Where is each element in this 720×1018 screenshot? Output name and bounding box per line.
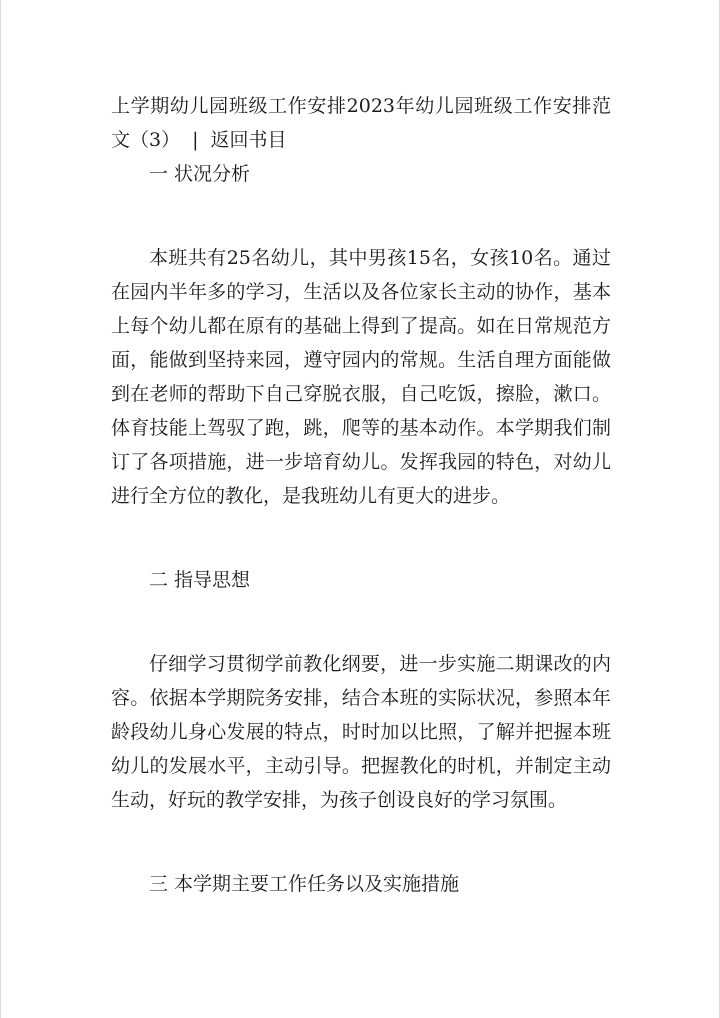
back-to-catalog-link[interactable]: 返回书目 xyxy=(210,129,287,151)
section-heading-2: 二 指导思想 xyxy=(149,569,251,591)
section-paragraph-1: 本班共有25名幼儿，其中男孩15名，女孩10名。通过在园内半年多的学习，生活以及各位家长主动的协作，基本上每个幼儿都在原有的基础上得到了提高。如在日常规范方面，能做到坚持来园，遵守园内的常规。生活自理方面能做到在老师的帮助下自己穿脱衣服，自己吃饭，擦脸，漱口。体育技能上驾驭了跑，跳，爬等的基本动作。本学期我们制订了各项措施，进一步培育幼儿。发挥我园的特色，对幼儿进行全方位的教化，是我班幼儿有更大的进步。 xyxy=(111,247,611,507)
section-heading-1: 一 状况分析 xyxy=(149,163,251,185)
section-heading-3: 三 本学期主要工作任务以及实施措施 xyxy=(149,873,460,895)
section-paragraph-2: 仔细学习贯彻学前教化纲要，进一步实施二期课改的内容。依据本学期院务安排，结合本班的实际状况，参照本年龄段幼儿身心发展的特点，时时加以比照，了解并把握本班幼儿的发展水平，主动引导。把握教化的时机，并制定主动生动，好玩的教学安排，为孩子创设良好的学习氛围。 xyxy=(111,653,611,811)
spacer xyxy=(111,817,611,867)
spacer xyxy=(111,597,611,647)
title-text: 上学期幼儿园班级工作安排2023年幼儿园班级工作安排范文（3） xyxy=(111,95,611,151)
title-separator: | xyxy=(192,129,199,151)
document-body xyxy=(111,89,611,901)
document-title xyxy=(111,89,611,157)
spacer xyxy=(111,513,611,563)
spacer xyxy=(111,191,611,241)
